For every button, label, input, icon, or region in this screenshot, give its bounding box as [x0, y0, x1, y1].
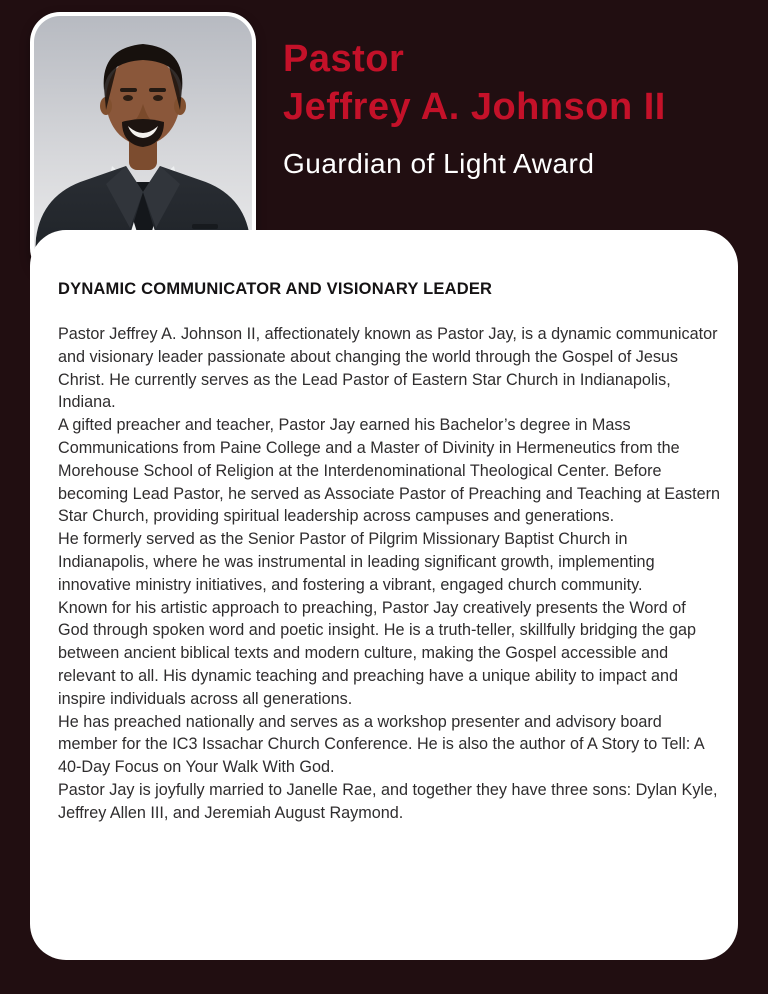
bio-paragraph: He has preached nationally and serves as a workshop presenter and advisory board member for the IC3 Issachar Church Conference. He is also the author of A Story to Tell: A 40-Day Focus on Your Walk With God. — [58, 712, 704, 777]
title-line-2: Jeffrey A. Johnson II — [283, 85, 666, 128]
bio-paragraph: A gifted preacher and teacher, Pastor Jay earned his Bachelor’s degree in Mass Communications from Paine College and a Master of Divinity in Hermeneutics from the Morehouse School of Religion at the Interdenominational Theological Center. Before becoming Lead Pastor, he served as Associate Pastor of Preaching and Teaching at Eastern Star Church, providing spiritual leadership across campuses and generations. — [58, 416, 721, 526]
bio-paragraph: Pastor Jeffrey A. Johnson II, affectionately known as Pastor Jay, is a dynamic communicator and visionary leader passionate about changing the world through the Gospel of Jesus Christ. He currently serves as the Lead Pastor of Eastern Star Church in Indianapolis, Indiana. — [58, 325, 718, 412]
bio-card — [30, 230, 738, 960]
bio-paragraph: Known for his artistic approach to preaching, Pastor Jay creatively presents the Word of God through spoken word and poetic insight. He is a truth-teller, skillfully bridging the gap between ancient biblical texts and modern culture, making the Gospel accessible and relevant to all. His dynamic teaching and preaching have a unique ability to impact and inspire individuals across all generations. — [58, 598, 696, 708]
bio-text — [58, 323, 720, 825]
header — [283, 36, 743, 180]
award-subtitle: Guardian of Light Award — [283, 147, 595, 179]
title-line-1: Pastor — [283, 38, 405, 80]
bio-paragraph: He formerly served as the Senior Pastor of Pilgrim Missionary Baptist Church in Indianapolis, where he was instrumental in leading significant growth, implementing innovative ministry initiatives, and fostering a vibrant, engaged church community. — [58, 530, 655, 594]
bio-paragraph: Pastor Jay is joyfully married to Janelle Rae, and together they have three sons: Dylan Kyle, Jeffrey Allen III, and Jeremiah August Raymond. — [58, 780, 718, 822]
page-title — [283, 36, 743, 132]
bio-heading: DYNAMIC COMMUNICATOR AND VISIONARY LEADER — [58, 280, 493, 298]
